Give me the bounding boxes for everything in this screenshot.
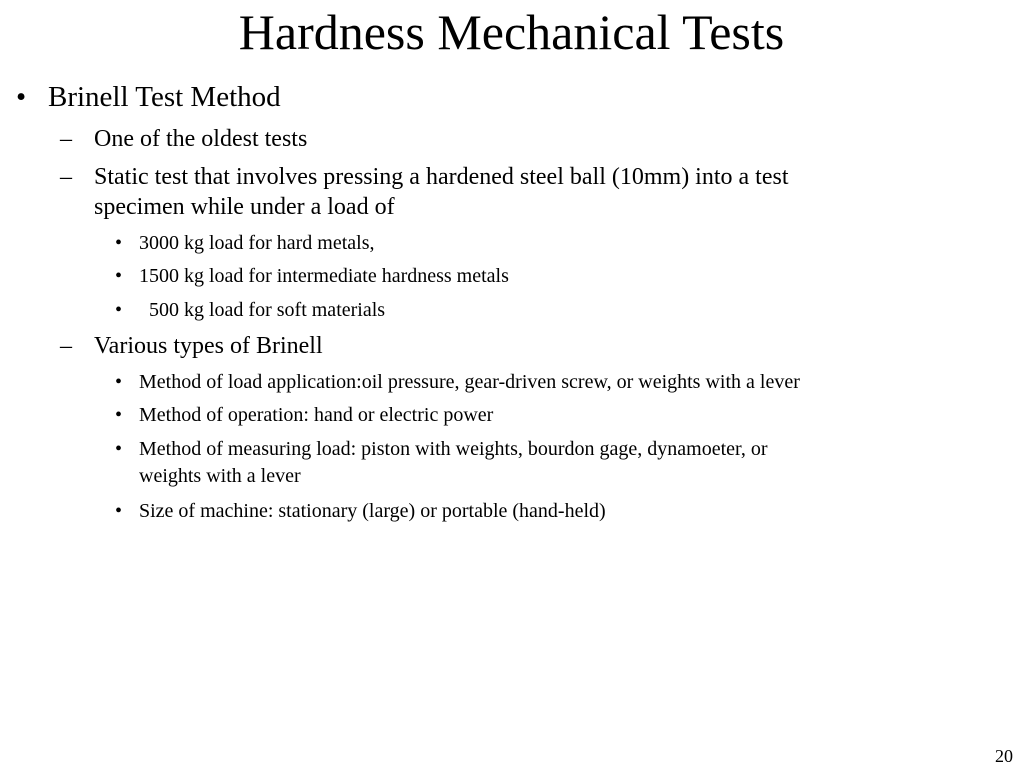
sub-bullet-text-line-1: Static test that involves pressing a hardened steel ball (10mm) into a test [94, 164, 789, 190]
sub-bullet-text-line-2: specimen while under a load of [94, 194, 395, 220]
bullet-marker: • [115, 371, 123, 393]
sub-sub-bullet-text: 1500 kg load for intermediate hardness metals [139, 265, 509, 287]
sub-sub-bullet-text: 500 kg load for soft materials [139, 299, 386, 321]
bullet-marker: • [115, 500, 123, 522]
dash-marker: – [60, 333, 72, 359]
sub-bullet-text: One of the oldest tests [94, 126, 308, 152]
bullet-marker: • [16, 81, 27, 113]
bullet-marker: • [115, 299, 123, 321]
sub-sub-bullet-text: Method of load application:oil pressure, gear-driven screw, or weights with a lever [139, 371, 800, 393]
bullet-text: Brinell Test Method [48, 81, 281, 113]
sub-sub-bullet-text-line-1: Method of measuring load: piston with weights, bourdon gage, dynamoeter, or [139, 438, 768, 460]
page-number: 20 [995, 746, 1013, 766]
dash-marker: – [60, 126, 72, 152]
sub-bullet-text: Various types of Brinell [94, 333, 323, 359]
dash-marker: – [60, 164, 72, 190]
slide-title: Hardness Mechanical Tests [238, 4, 785, 60]
sub-sub-bullet-text-line-2: weights with a lever [139, 465, 301, 487]
bullet-marker: • [115, 404, 123, 426]
bullet-marker: • [115, 265, 123, 287]
sub-sub-bullet-text: 3000 kg load for hard metals, [139, 232, 375, 254]
bullet-marker: • [115, 232, 123, 254]
sub-sub-bullet-text: Size of machine: stationary (large) or portable (hand-held) [139, 500, 606, 522]
sub-sub-bullet-text: Method of operation: hand or electric power [139, 404, 494, 426]
bullet-marker: • [115, 438, 123, 460]
